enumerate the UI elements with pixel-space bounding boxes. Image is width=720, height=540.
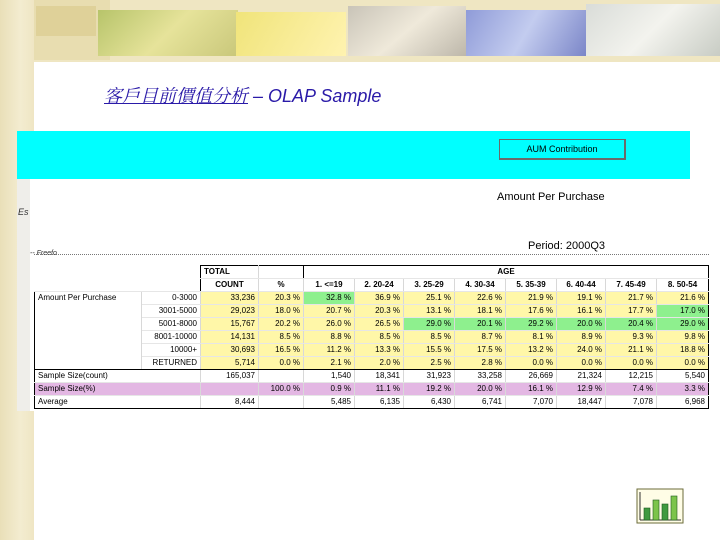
table-cell: 32.8 % <box>304 292 355 305</box>
table-cell: 8.7 % <box>455 331 506 344</box>
footer-label: Sample Size(count) <box>35 370 201 383</box>
row-label: RETURNED <box>142 357 201 370</box>
column-header: % <box>259 279 304 292</box>
table-cell: 33,258 <box>455 370 506 383</box>
table-row <box>35 357 709 370</box>
table-cell: 9.3 % <box>606 331 657 344</box>
table-cell: 17.0 % <box>657 305 709 318</box>
table-cell: 7,070 <box>506 396 557 409</box>
table-cell: 7.4 % <box>606 383 657 396</box>
table-cell: 8.1 % <box>506 331 557 344</box>
column-header: 4. 30-34 <box>455 279 506 292</box>
column-header: 2. 20-24 <box>355 279 404 292</box>
table-cell: 20.3 % <box>259 292 304 305</box>
table-cell: 18.1 % <box>455 305 506 318</box>
table-row <box>35 305 709 318</box>
table-cell: 26.0 % <box>304 318 355 331</box>
table-cell: 21.9 % <box>506 292 557 305</box>
dotted-separator <box>34 254 709 255</box>
table-cell: 29.0 % <box>404 318 455 331</box>
table-cell: 20.1 % <box>455 318 506 331</box>
table-cell: 13.3 % <box>355 344 404 357</box>
table-cell: 24.0 % <box>557 344 606 357</box>
table-cell: 0.0 % <box>557 357 606 370</box>
age-header: AGE <box>304 266 709 279</box>
table-cell: 16.5 % <box>259 344 304 357</box>
table-cell: 18,341 <box>355 370 404 383</box>
table-cell: 15.5 % <box>404 344 455 357</box>
table-cell <box>201 383 259 396</box>
table-cell: 20.3 % <box>355 305 404 318</box>
footer-label: Sample Size(%) <box>35 383 201 396</box>
row-label: 0-3000 <box>142 292 201 305</box>
table-cell: 21.6 % <box>657 292 709 305</box>
table-cell: 20.0 % <box>455 383 506 396</box>
table-cell: 8.9 % <box>557 331 606 344</box>
table-cell: 26,669 <box>506 370 557 383</box>
row-label: 10000+ <box>142 344 201 357</box>
row-label: 5001-8000 <box>142 318 201 331</box>
table-cell: 19.1 % <box>557 292 606 305</box>
row-label: 8001-10000 <box>142 331 201 344</box>
table-row <box>35 318 709 331</box>
slide-title <box>104 82 381 108</box>
table-cell: 8.5 % <box>404 331 455 344</box>
table-cell: 100.0 % <box>259 383 304 396</box>
table-cell: 31,923 <box>404 370 455 383</box>
slide-title-cjk: 客戶目前價值分析 <box>104 86 248 107</box>
decorative-banner <box>0 0 720 60</box>
table-cell: 7,078 <box>606 396 657 409</box>
column-header: 1. <=19 <box>304 279 355 292</box>
table-cell: 0.0 % <box>506 357 557 370</box>
row-label: 3001-5000 <box>142 305 201 318</box>
column-header: COUNT <box>201 279 259 292</box>
table-cell: 25.1 % <box>404 292 455 305</box>
slide-title-rest: – OLAP Sample <box>248 86 382 106</box>
table-cell: 22.6 % <box>455 292 506 305</box>
table-cell: 12,215 <box>606 370 657 383</box>
table-cell: 3.3 % <box>657 383 709 396</box>
table-cell: 29.0 % <box>657 318 709 331</box>
sheet-header-bar <box>17 131 690 179</box>
table-cell: 33,236 <box>201 292 259 305</box>
footer-row <box>35 396 709 409</box>
table-cell: 17.5 % <box>455 344 506 357</box>
table-cell: 6,968 <box>657 396 709 409</box>
olap-table <box>34 265 709 409</box>
footer-label: Average <box>35 396 201 409</box>
bar-chart-icon <box>636 488 684 524</box>
table-cell: 6,741 <box>455 396 506 409</box>
table-cell: 11.2 % <box>304 344 355 357</box>
table-cell: 0.0 % <box>606 357 657 370</box>
table-header-row-2 <box>35 279 709 292</box>
table-cell: 1,540 <box>304 370 355 383</box>
footer-row <box>35 383 709 396</box>
column-header: 8. 50-54 <box>657 279 709 292</box>
table-cell: 13.2 % <box>506 344 557 357</box>
footer-row <box>35 370 709 383</box>
period-label: Period: 2000Q3 <box>528 240 606 252</box>
table-cell: 5,485 <box>304 396 355 409</box>
table-cell: 15,767 <box>201 318 259 331</box>
table-cell: 36.9 % <box>355 292 404 305</box>
total-header: TOTAL <box>201 266 259 279</box>
table-cell: 8.8 % <box>304 331 355 344</box>
table-cell: 17.7 % <box>606 305 657 318</box>
table-cell: 165,037 <box>201 370 259 383</box>
table-cell <box>259 370 304 383</box>
dimension-label: Amount Per Purchase <box>497 191 605 203</box>
table-header-row-1 <box>35 266 709 279</box>
table-cell: 0.0 % <box>657 357 709 370</box>
table-row <box>35 292 709 305</box>
table-cell: 21,324 <box>557 370 606 383</box>
table-cell: 26.5 % <box>355 318 404 331</box>
column-header: 5. 35-39 <box>506 279 557 292</box>
table-cell: 8,444 <box>201 396 259 409</box>
aum-contribution-button[interactable]: AUM Contribution <box>499 139 626 160</box>
column-header: 6. 40-44 <box>557 279 606 292</box>
table-cell: 6,430 <box>404 396 455 409</box>
table-cell: 13.1 % <box>404 305 455 318</box>
table-cell: 20.0 % <box>557 318 606 331</box>
table-cell: 20.7 % <box>304 305 355 318</box>
table-cell: 20.2 % <box>259 318 304 331</box>
table-cell: 8.5 % <box>259 331 304 344</box>
table-cell: 0.9 % <box>304 383 355 396</box>
table-cell: 2.8 % <box>455 357 506 370</box>
table-row <box>35 344 709 357</box>
table-cell: 17.6 % <box>506 305 557 318</box>
table-cell: 14,131 <box>201 331 259 344</box>
table-cell: 18,447 <box>557 396 606 409</box>
edge-label-fragment: Es <box>18 207 29 217</box>
table-cell: 20.4 % <box>606 318 657 331</box>
table-cell: 2.1 % <box>304 357 355 370</box>
table-cell: 2.5 % <box>404 357 455 370</box>
freeform-fragment: -- Freefo <box>30 250 57 257</box>
table-cell: 16.1 % <box>506 383 557 396</box>
table-cell: 16.1 % <box>557 305 606 318</box>
table-cell: 18.0 % <box>259 305 304 318</box>
table-cell: 0.0 % <box>259 357 304 370</box>
table-cell <box>259 396 304 409</box>
column-header: 3. 25-29 <box>404 279 455 292</box>
table-cell: 30,693 <box>201 344 259 357</box>
table-cell: 12.9 % <box>557 383 606 396</box>
table-cell: 5,714 <box>201 357 259 370</box>
column-header: 7. 45-49 <box>606 279 657 292</box>
category-label: Amount Per Purchase <box>35 292 142 305</box>
table-cell: 11.1 % <box>355 383 404 396</box>
table-cell: 5,540 <box>657 370 709 383</box>
table-row <box>35 331 709 344</box>
table-cell: 18.8 % <box>657 344 709 357</box>
table-cell: 19.2 % <box>404 383 455 396</box>
table-cell: 2.0 % <box>355 357 404 370</box>
table-cell: 21.7 % <box>606 292 657 305</box>
table-cell: 9.8 % <box>657 331 709 344</box>
table-cell: 8.5 % <box>355 331 404 344</box>
table-cell: 29.2 % <box>506 318 557 331</box>
table-cell: 6,135 <box>355 396 404 409</box>
table-cell: 29,023 <box>201 305 259 318</box>
table-cell: 21.1 % <box>606 344 657 357</box>
